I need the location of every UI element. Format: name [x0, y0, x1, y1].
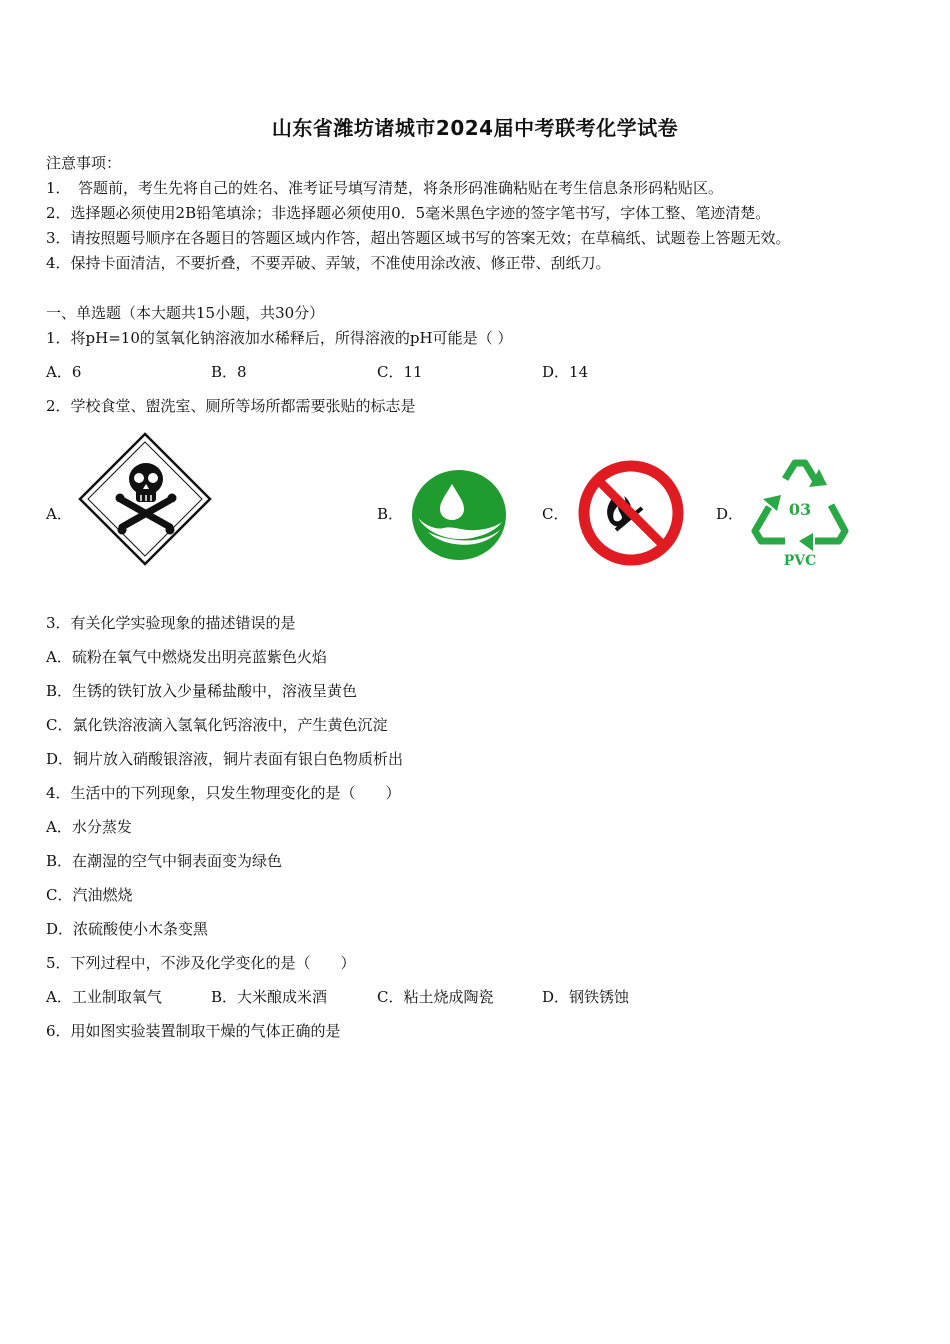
q1-option-b[interactable]: B．8 [211, 363, 247, 381]
q1-option-a[interactable]: A．6 [46, 363, 82, 381]
question-5: 5．下列过程中，不涉及化学变化的是（ ） [46, 954, 356, 972]
notice-item: 4．保持卡面清洁，不要折叠，不要弄破、弄皱，不准使用涂改液、修正带、刮纸刀。 [46, 254, 611, 272]
question-4: 4．生活中的下列现象，只发生物理变化的是（ ） [46, 784, 401, 802]
q2-option-b-label[interactable]: B． [377, 505, 404, 523]
question-2: 2．学校食堂、盥洗室、厕所等场所都需要张贴的标志是 [46, 397, 416, 415]
question-3: 3．有关化学实验现象的描述错误的是 [46, 614, 296, 632]
q2-option-c-label[interactable]: C． [542, 505, 569, 523]
water-saving-icon [410, 468, 508, 562]
q5-option-a[interactable]: A．工业制取氧气 [46, 988, 162, 1006]
notice-item: 1． 答题前，考生先将自己的姓名、准考证号填写清楚，将条形码准确粘贴在考生信息条形码粘贴区。 [46, 179, 724, 197]
q3-option-b[interactable]: B．生锈的铁钉放入少量稀盐酸中，溶液呈黄色 [46, 682, 358, 700]
q4-option-d[interactable]: D．浓硫酸使小木条变黑 [46, 920, 209, 938]
recycle-text: PVC [783, 553, 817, 569]
q5-option-d[interactable]: D．钢铁锈蚀 [542, 988, 630, 1006]
q3-option-a[interactable]: A．硫粉在氧气中燃烧发出明亮蓝紫色火焰 [46, 648, 327, 666]
toxic-skull-icon [78, 432, 212, 566]
q3-option-c[interactable]: C．氯化铁溶液滴入氢氧化钙溶液中，产生黄色沉淀 [46, 716, 388, 734]
page-title: 山东省潍坊诸城市2024届中考联考化学试卷 [271, 116, 679, 140]
notice-heading: 注意事项： [46, 154, 122, 172]
recycle-pvc-icon [745, 455, 855, 573]
q2-option-d-label[interactable]: D． [716, 505, 744, 523]
q1-option-c[interactable]: C．11 [377, 363, 423, 381]
q4-option-b[interactable]: B．在潮湿的空气中铜表面变为绿色 [46, 852, 283, 870]
q4-option-a[interactable]: A．水分蒸发 [46, 818, 132, 836]
notice-item: 3．请按照题号顺序在各题目的答题区域内作答，超出答题区域书写的答案无效；在草稿纸、试题卷上答题无效。 [46, 229, 791, 247]
question-1: 1．将pH=10的氢氧化钠溶液加水稀释后，所得溶液的pH可能是（ ） [46, 329, 513, 347]
q3-option-d[interactable]: D．铜片放入硝酸银溶液，铜片表面有银白色物质析出 [46, 750, 404, 768]
no-fire-icon [576, 458, 686, 568]
q4-option-c[interactable]: C．汽油燃烧 [46, 886, 133, 904]
q2-option-a-label[interactable]: A． [46, 505, 72, 523]
question-6: 6．用如图实验装置制取干燥的气体正确的是 [46, 1022, 341, 1040]
recycle-number: 03 [788, 500, 812, 519]
q5-option-b[interactable]: B．大米酿成米酒 [211, 988, 328, 1006]
q1-option-d[interactable]: D．14 [542, 363, 589, 381]
q5-option-c[interactable]: C．粘土烧成陶瓷 [377, 988, 494, 1006]
notice-item: 2．选择题必须使用2B铅笔填涂；非选择题必须使用0．5毫米黑色字迹的签字笔书写，字体工整、笔迹清楚。 [46, 204, 771, 222]
section-heading: 一、单选题（本大题共15小题，共30分） [46, 304, 325, 322]
